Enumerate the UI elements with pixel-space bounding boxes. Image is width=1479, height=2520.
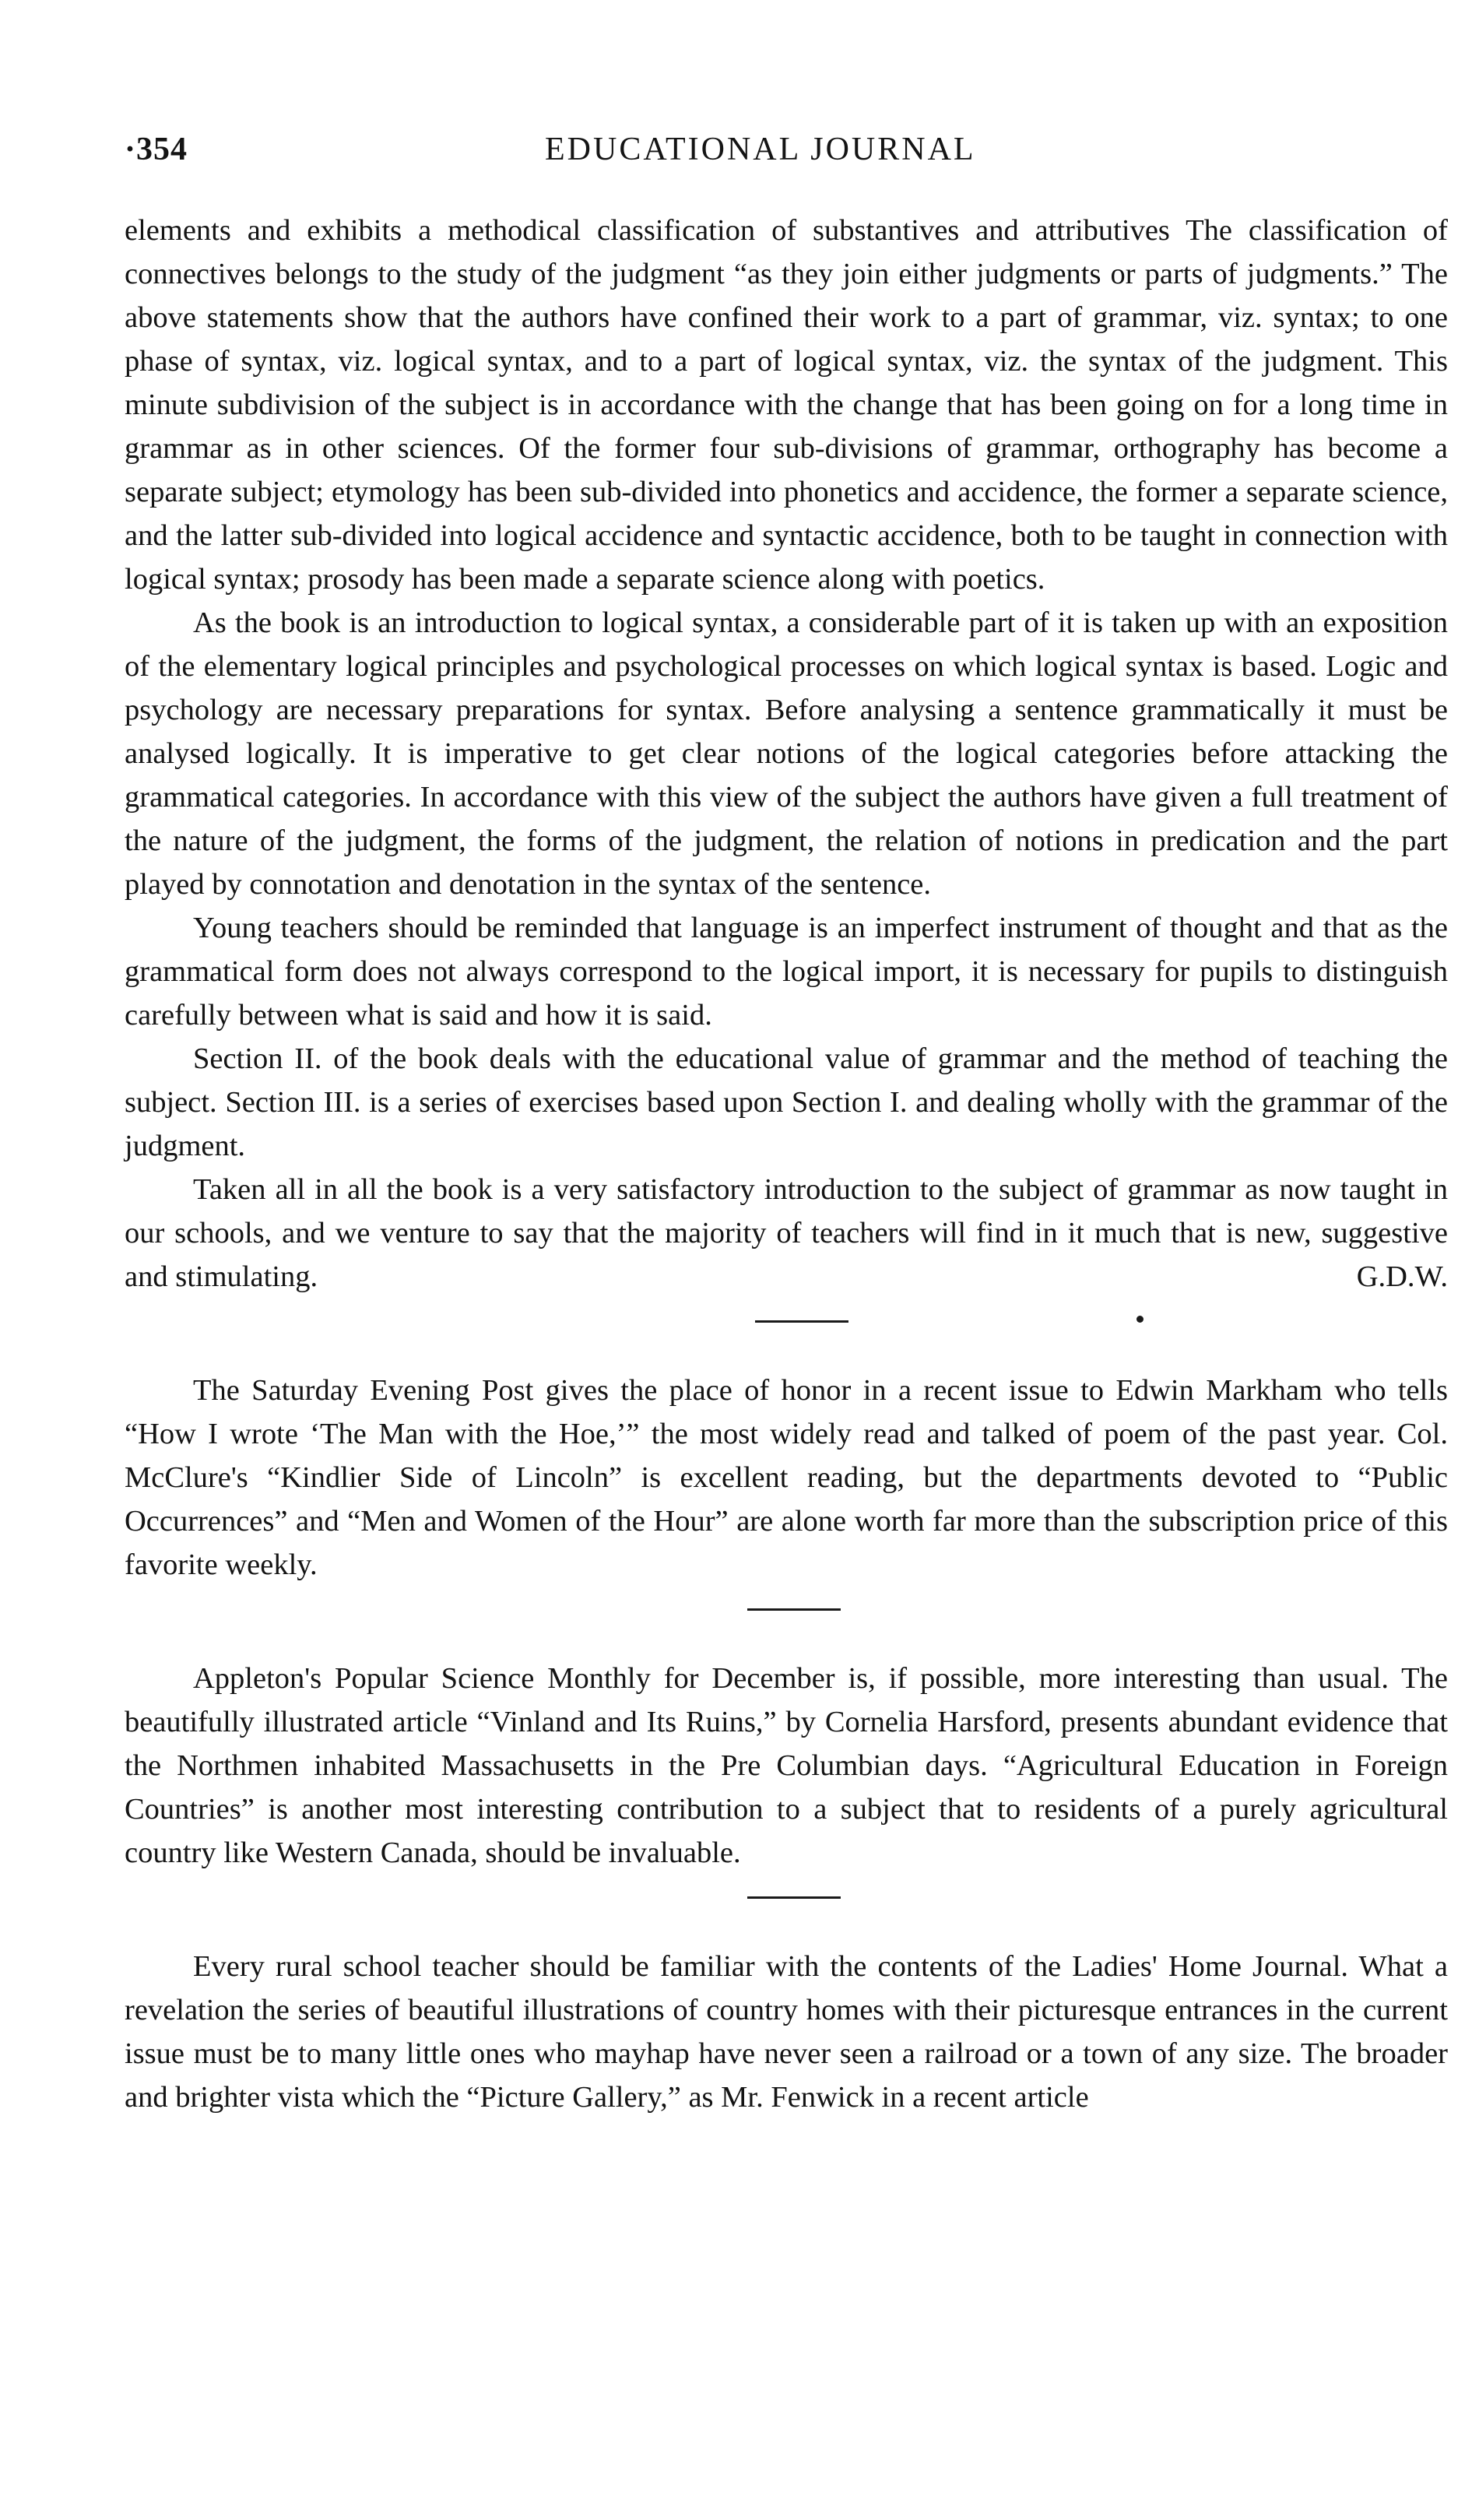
running-head: EDUCATIONAL JOURNAL bbox=[545, 132, 976, 167]
section-divider bbox=[125, 1299, 1448, 1348]
page-header bbox=[125, 117, 1448, 187]
paragraph-ladies-home-journal: Every rural school teacher should be familiar with the contents of the Ladies' Home Journal. What a revelation the series of beautiful illustrations of country homes with their picturesque entrances in the current issue must be to many little ones who mayhap have never seen a railroad or a town of any size. The broader and brighter vista which the “Picture Gallery,” as Mr. Fenwick in a recent article bbox=[125, 1950, 1448, 2114]
divider-rule bbox=[747, 1608, 841, 1611]
paragraph-saturday-evening-post: The Saturday Evening Post gives the place of honor in a recent issue to Edwin Markham who tells “How I wrote ‘The Man with the Hoe,’” the most widely read and talked of poem of the past year. Col. McClure's “Kindlier Side of Lincoln” is excellent reading, but the departments devoted to “Public Occurrences” and “Men and Women of the Hour” are alone worth far more than the subscription price of this favorite weekly. bbox=[125, 1374, 1448, 1581]
divider-dot bbox=[1136, 1316, 1144, 1323]
journal-page bbox=[125, 117, 1448, 2119]
paragraph-syntax-review-continued: elements and exhibits a methodical classification of substantives and attributives The classification of connectives belongs to the study of the judgment “as they join either judgments or parts of judgments.” The above statements show that the authors have confined their work to a part of grammar, viz. syntax; to one phase of syntax, viz. logical syntax, and to a part of logical syntax, viz. the syntax of the judgment. This minute subdivision of the subject is in accordance with the change that has been going on for a long time in grammar as in other sciences. Of the former four sub-divisions of grammar, orthography has become a separate subject; etymology has been sub-divided into phonetics and accidence, the former a separate science, and the latter sub-divided into logical accidence and syntactic accidence, both to be taught in connection with logical syntax; prosody has been made a separate science along with poetics. bbox=[125, 214, 1448, 596]
paragraph-young-teachers: Young teachers should be reminded that language is an imperfect instrument of thought and that as the grammatical form does not always correspond to the logical import, it is necessary for pupils to distinguish carefully between what is said and how it is said. bbox=[125, 912, 1448, 1032]
divider-rule bbox=[755, 1320, 848, 1323]
paragraph-conclusion bbox=[125, 1168, 1448, 1299]
divider-rule bbox=[747, 1896, 841, 1899]
paragraph-logical-syntax: As the book is an introduction to logical syntax, a considerable part of it is taken up with an exposition of the elementary logical principles and psychological processes on which logical syntax is based. Logic and psychology are necessary preparations for syntax. Before analysing a sentence grammatically it must be analysed logically. It is imperative to get clear notions of the logical categories before attacking the grammatical categories. In accordance with this view of the subject the authors have given a full treatment of the nature of the judgment, the forms of the judgment, the relation of notions in predication and the part played by connotation and denotation in the syntax of the sentence. bbox=[125, 606, 1448, 901]
paragraph-popular-science-monthly: Appleton's Popular Science Monthly for December is, if possible, more interesting than usual. The beautifully illustrated article “Vinland and Its Ruins,” by Cornelia Harsford, presents abundant evidence that the Northmen inhabited Massachusetts in the Pre Columbian days. “Agricultural Education in Foreign Countries” is another most interesting contribution to a subject that to residents of a purely agricultural country like Western Canada, should be invaluable. bbox=[125, 1662, 1448, 1869]
conclusion-text: Taken all in all the book is a very satisfactory introduction to the subject of grammar as now taught in our schools, and we venture to say that the majority of teachers will find in it much that is new, suggestive and stimulating. bbox=[125, 1173, 1448, 1293]
page-number: ·354 bbox=[125, 132, 188, 167]
section-divider bbox=[125, 1587, 1448, 1636]
paragraph-sections: Section II. of the book deals with the educational value of grammar and the method of teaching the subject. Section III. is a series of exercises based upon Section I. and dealing wholly with the grammar of the judgment. bbox=[125, 1042, 1448, 1162]
author-signature: G.D.W. bbox=[1356, 1260, 1448, 1293]
section-divider bbox=[125, 1875, 1448, 1924]
